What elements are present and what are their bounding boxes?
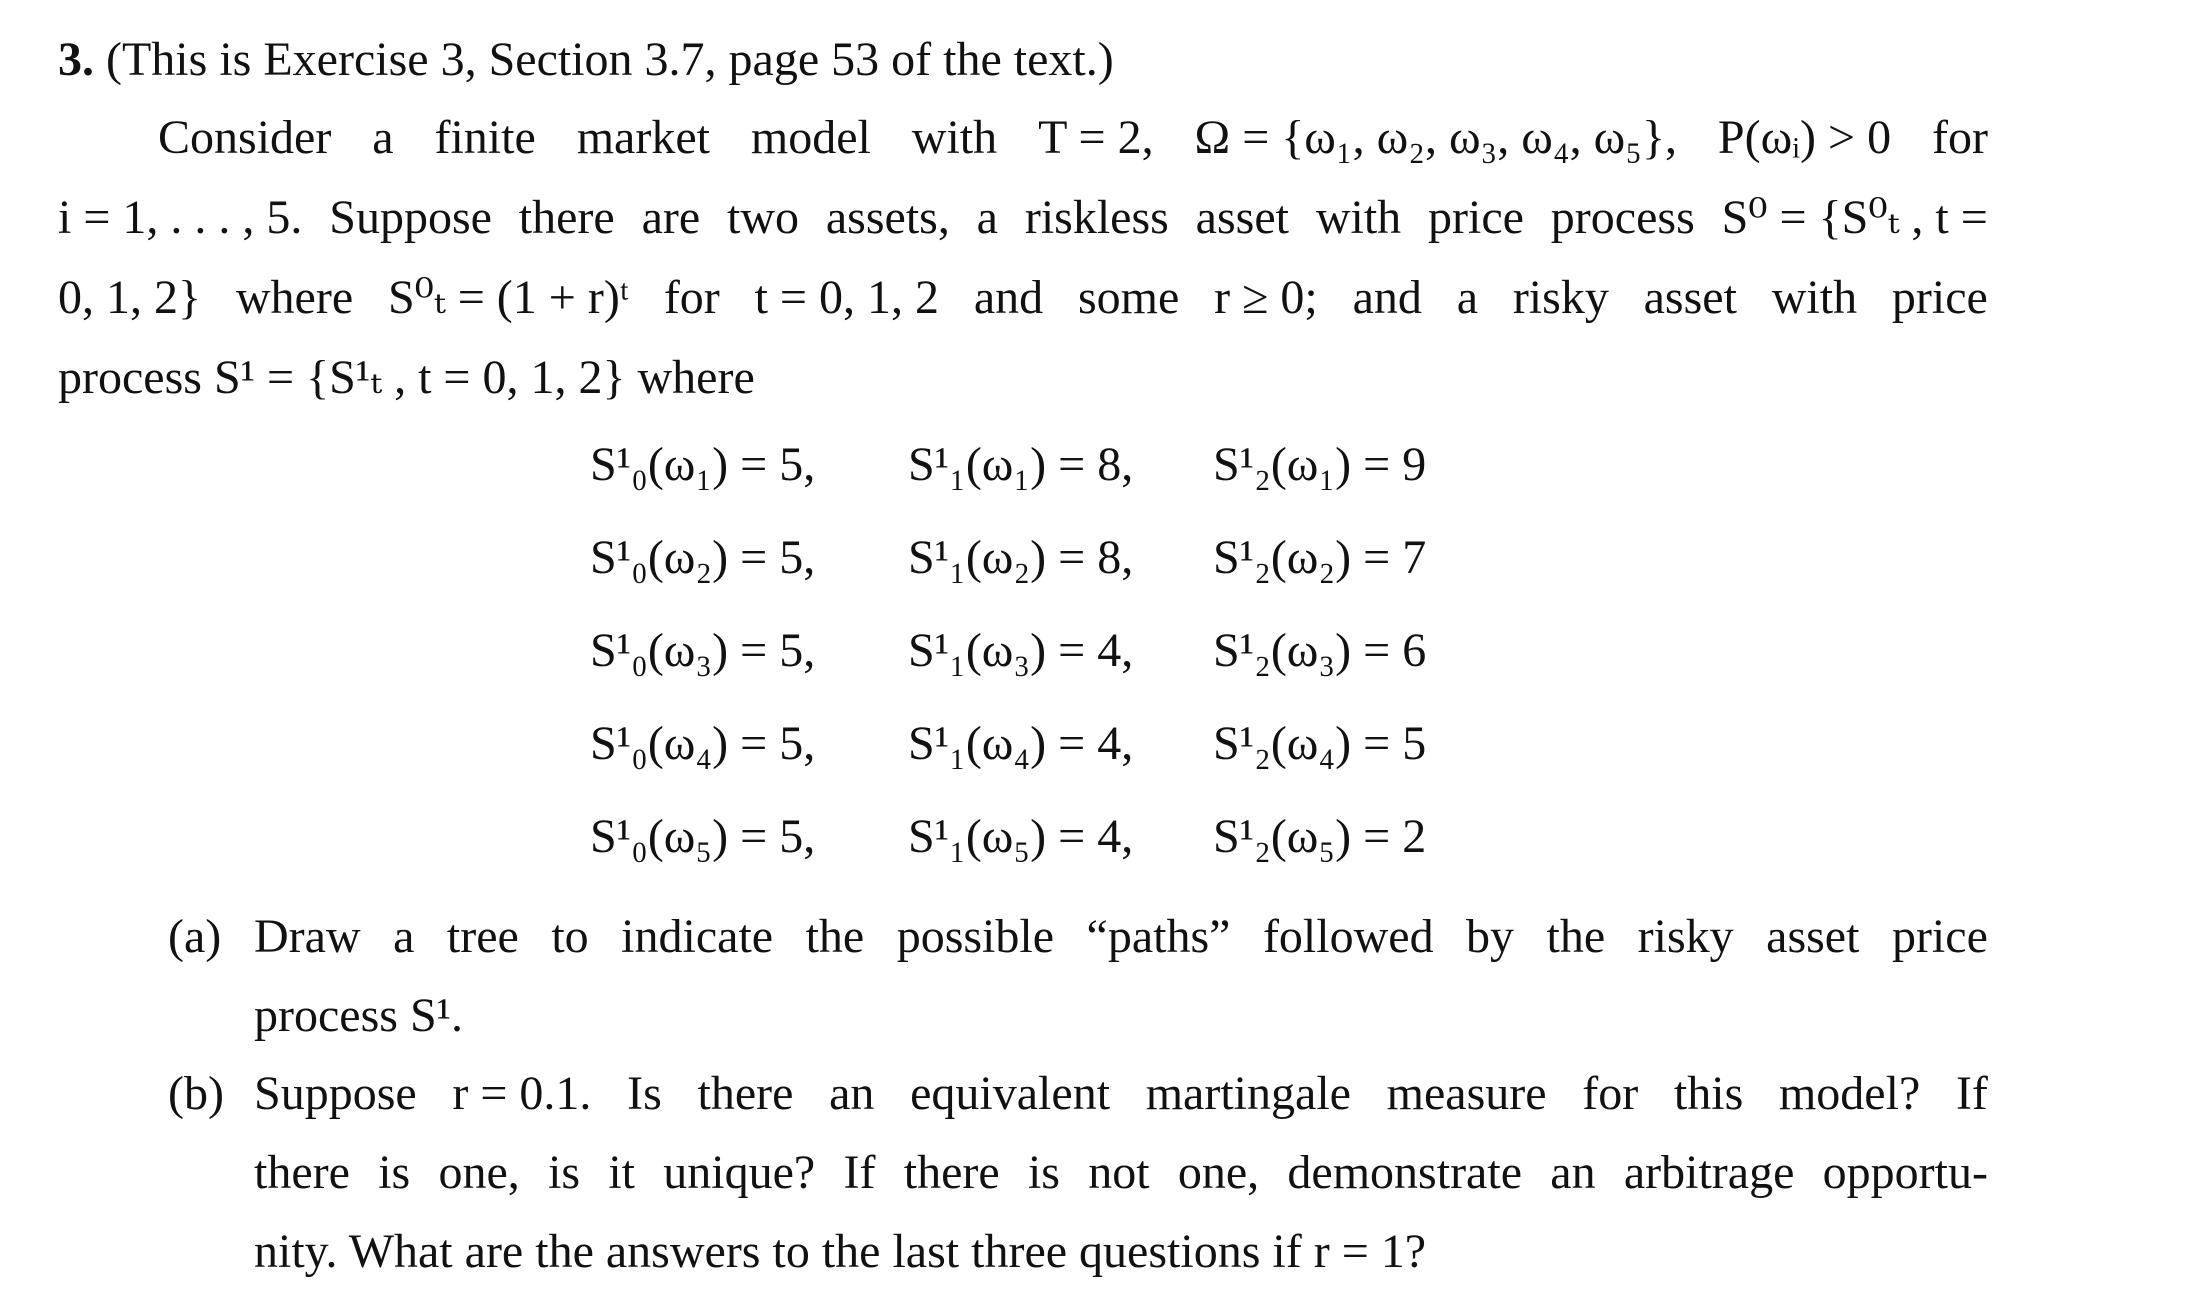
word: by	[1466, 910, 1515, 963]
table-cell: S¹₀(ω₂) = 5,	[590, 531, 816, 584]
word: the	[1546, 910, 1606, 963]
word: asset	[1766, 910, 1860, 963]
word: for	[663, 271, 720, 324]
word: “paths”	[1086, 910, 1231, 963]
word: with	[911, 111, 998, 164]
word: risky	[1637, 910, 1734, 963]
word: where	[235, 271, 354, 324]
word: martingale	[1145, 1067, 1351, 1120]
part-a-line-1	[254, 907, 1988, 967]
problem-title: (This is Exercise 3, Section 3.7, page 53 of the text.)	[106, 33, 1114, 86]
word: an	[1550, 1146, 1596, 1199]
word: Suppose	[329, 191, 492, 244]
word: an	[829, 1067, 875, 1120]
word: it	[608, 1146, 636, 1199]
word: this	[1673, 1067, 1744, 1120]
problem-number: 3.	[58, 33, 94, 86]
math-expression: t = 0, 1, 2	[754, 271, 939, 324]
intro-line-1	[158, 108, 1988, 168]
word: tree	[446, 910, 519, 963]
table-row	[590, 418, 1473, 511]
math-expression: T = 2,	[1038, 111, 1154, 164]
part-b-line-1	[254, 1064, 1988, 1124]
word: demonstrate	[1287, 1146, 1522, 1199]
word: equivalent	[910, 1067, 1111, 1120]
word: for	[1582, 1067, 1639, 1120]
math-expression: i = 1, . . . , 5.	[58, 191, 303, 244]
word: with	[1771, 271, 1858, 324]
word: model	[750, 111, 871, 164]
part-b-label: (b)	[168, 1067, 224, 1120]
word: some	[1077, 271, 1180, 324]
word: there	[697, 1067, 794, 1120]
table-cell: S¹₀(ω₃) = 5,	[590, 624, 816, 677]
word: a	[393, 910, 415, 963]
word: opportu-	[1822, 1146, 1988, 1199]
table-cell: S¹₁(ω₅) = 4,	[908, 810, 1134, 863]
word: one,	[438, 1146, 520, 1199]
word: asset	[1195, 191, 1289, 244]
word: asset	[1643, 271, 1737, 324]
word: unique?	[663, 1146, 816, 1199]
word: riskless	[1024, 191, 1169, 244]
word: the	[805, 910, 865, 963]
word: is	[1027, 1146, 1060, 1199]
word: arbitrage	[1623, 1146, 1795, 1199]
math-expression: S⁰ₜ = (1 + r)ᵗ	[387, 271, 629, 324]
word: and	[973, 271, 1044, 324]
problem-heading	[58, 30, 1988, 90]
math-expression: 0, 1, 2}	[58, 271, 202, 324]
math-expression: r ≥ 0;	[1214, 271, 1318, 324]
word: a	[976, 191, 998, 244]
table-row	[590, 511, 1473, 604]
word: there	[903, 1146, 1000, 1199]
table-cell: S¹₁(ω₂) = 8,	[908, 531, 1134, 584]
word: price	[1891, 910, 1988, 963]
word: followed	[1262, 910, 1434, 963]
word: indicate	[621, 910, 774, 963]
word: If	[843, 1146, 876, 1199]
intro-line-4: process S¹ = {S¹ₜ , t = 0, 1, 2} where	[58, 351, 755, 404]
table-cell: S¹₁(ω₁) = 8,	[908, 438, 1134, 491]
table-cell: S¹₁(ω₃) = 4,	[908, 624, 1134, 677]
word: price	[1891, 271, 1988, 324]
word: one,	[1177, 1146, 1260, 1199]
word: there	[254, 1146, 350, 1199]
word: Suppose	[254, 1067, 417, 1120]
price-table	[590, 418, 1473, 883]
table-cell: S¹₀(ω₄) = 5,	[590, 717, 816, 770]
table-cell: S¹₂(ω₂) = 7	[1213, 531, 1427, 584]
word: Consider	[158, 111, 332, 164]
math-expression: P(ωᵢ) > 0	[1717, 111, 1892, 164]
math-expression: r = 0.1.	[452, 1067, 592, 1120]
word: a	[372, 111, 394, 164]
word: to	[551, 910, 589, 963]
math-expression: S⁰ = {S⁰ₜ , t =	[1721, 191, 1988, 244]
intro-line-3	[58, 268, 1988, 328]
intro-line-2	[58, 188, 1988, 248]
table-cell: S¹₂(ω₁) = 9	[1213, 438, 1427, 491]
word: is	[378, 1146, 411, 1199]
table-cell: S¹₀(ω₁) = 5,	[590, 438, 816, 491]
word: two	[727, 191, 799, 244]
word: are	[641, 191, 701, 244]
word: and	[1352, 271, 1422, 324]
word: not	[1088, 1146, 1150, 1199]
word: model?	[1778, 1067, 1921, 1120]
table-cell: S¹₁(ω₄) = 4,	[908, 717, 1134, 770]
table-cell: S¹₂(ω₃) = 6	[1213, 624, 1427, 677]
word: Draw	[254, 910, 361, 963]
table-row	[590, 604, 1473, 697]
part-a-line-2: process S¹.	[254, 989, 464, 1042]
word: Is	[627, 1067, 662, 1120]
word: finite	[434, 111, 536, 164]
part-a-label: (a)	[168, 910, 222, 963]
table-cell: S¹₂(ω₅) = 2	[1213, 810, 1427, 863]
word: with	[1315, 191, 1402, 244]
word: there	[518, 191, 615, 244]
word: process	[1550, 191, 1695, 244]
word: possible	[896, 910, 1055, 963]
word: assets,	[825, 191, 950, 244]
part-b-line-3: nity. What are the answers to the last three questions if r = 1?	[254, 1225, 1427, 1278]
table-row	[590, 790, 1473, 883]
table-cell: S¹₀(ω₅) = 5,	[590, 810, 816, 863]
word: risky	[1512, 271, 1609, 324]
word: for	[1932, 111, 1988, 164]
table-row	[590, 697, 1473, 790]
word: market	[576, 111, 710, 164]
word: If	[1955, 1067, 1988, 1120]
table-cell: S¹₂(ω₄) = 5	[1213, 717, 1427, 770]
part-b-line-2	[254, 1143, 1988, 1203]
word: a	[1456, 271, 1478, 324]
word: price	[1428, 191, 1524, 244]
word: measure	[1386, 1067, 1547, 1120]
math-expression: Ω = {ω₁, ω₂, ω₃, ω₄, ω₅},	[1194, 111, 1677, 164]
word: is	[548, 1146, 581, 1199]
